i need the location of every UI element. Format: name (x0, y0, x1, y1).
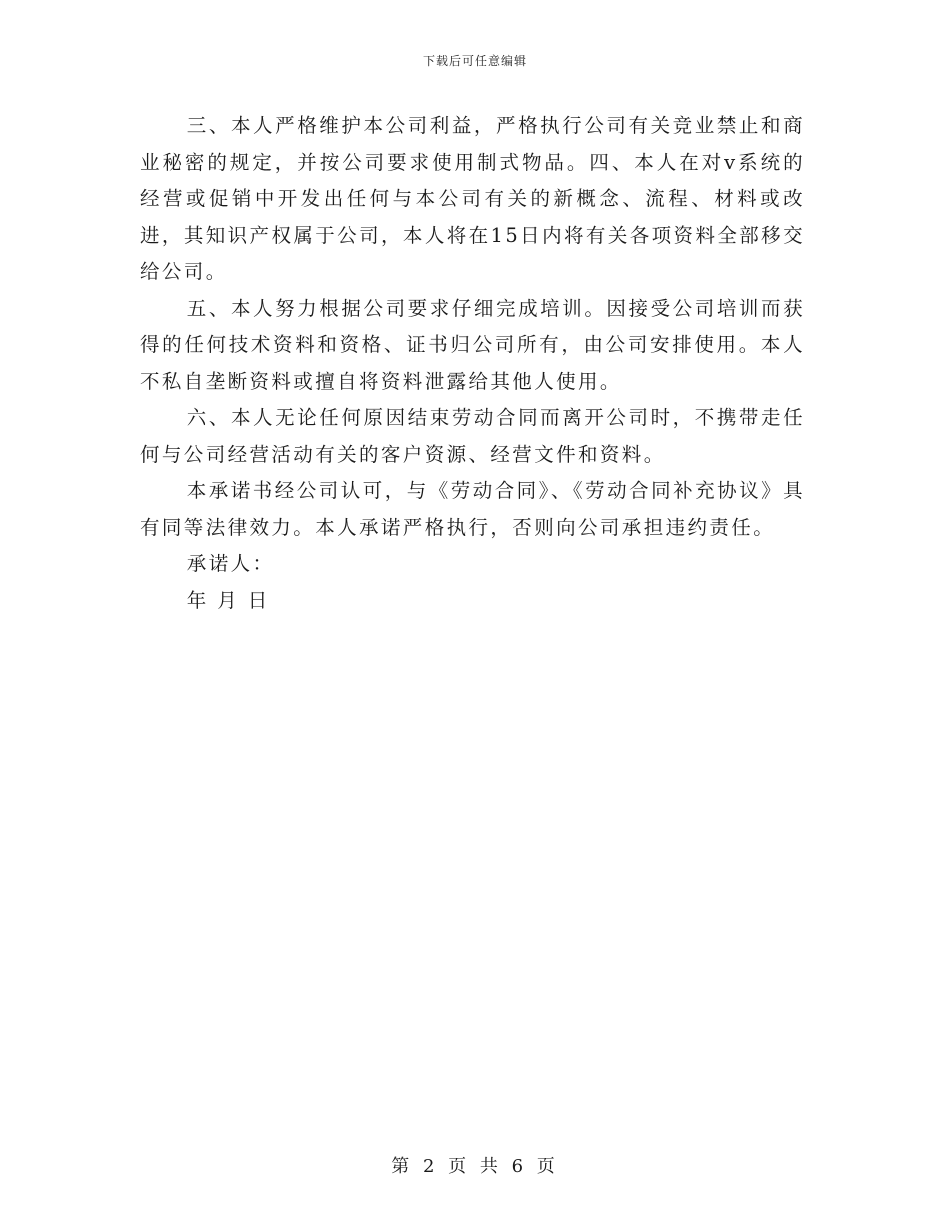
date-line: 年 月 日 (186, 588, 270, 612)
signatory-label: 承诺人： (186, 552, 275, 575)
page-number: 第 2 页 共 6 页 (391, 1156, 559, 1177)
paragraph-clause-3-4: 三、本人严格维护本公司利益，严格执行公司有关竞业禁止和商业秘密的规定，并按公司要求使用制式物品。四、本人在对v系统的经营或促销中开发出任何与本公司有关的新概念、流程、材料或改进，其知识产权属于公司，本人将在15日内将有关各项资料全部移交给公司。 (140, 114, 805, 283)
page-header: 下载后可任意编辑 (422, 54, 527, 68)
paragraph-legal-effect: 本承诺书经公司认可，与《劳动合同》、《劳动合同补充协议》具有同等法律效力。本人承诺严格执行，否则向公司承担违约责任。 (140, 479, 805, 539)
paragraph-clause-6: 六、本人无论任何原因结束劳动合同而离开公司时，不携带走任何与公司经营活动有关的客户资源、经营文件和资料。 (140, 406, 805, 466)
document-body (140, 108, 805, 619)
paragraph-clause-5: 五、本人努力根据公司要求仔细完成培训。因接受公司培训而获得的任何技术资料和资格、证书归公司所有，由公司安排使用。本人不私自垄断资料或擅自将资料泄露给其他人使用。 (140, 296, 805, 393)
